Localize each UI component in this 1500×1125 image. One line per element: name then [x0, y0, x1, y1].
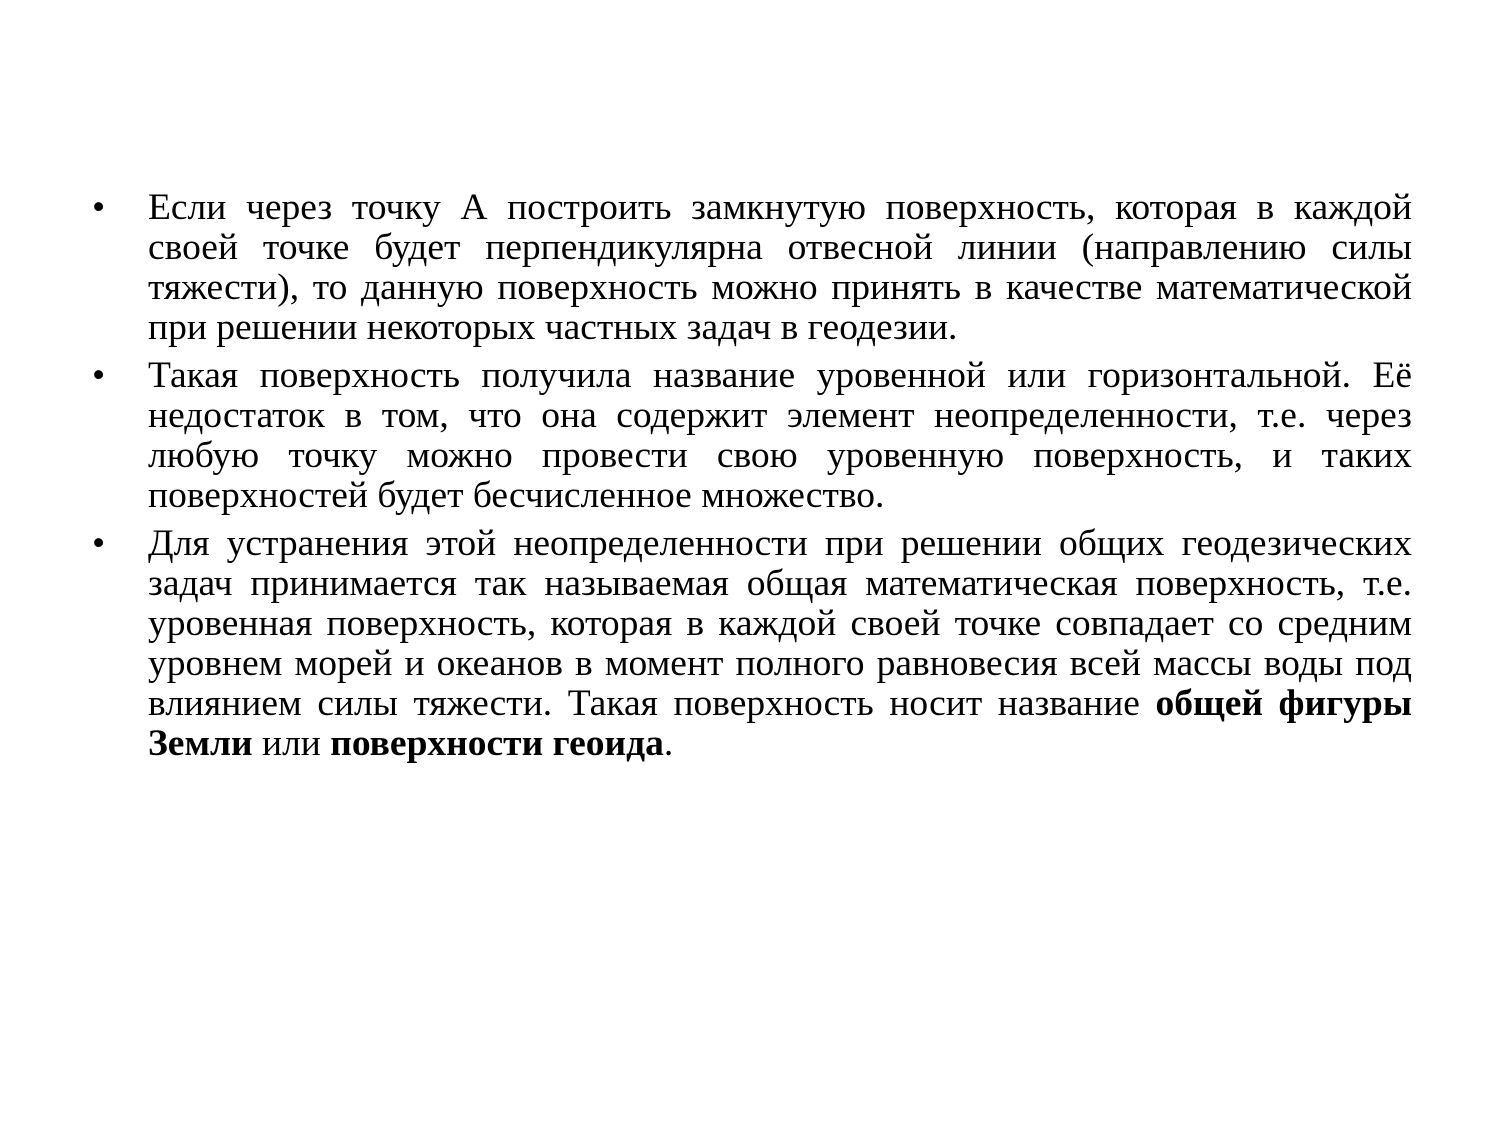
bold-term-figure-of-earth: общей фигуры Земли [148, 683, 1412, 764]
bullet-text-after: . [663, 723, 674, 764]
bullet-item-3 [88, 524, 1412, 764]
bullet-text: Такая поверхность получила название уровенной или горизонтальной. Её недостаток в том, что она содержит элемент неопределенности, т.е. через любую точку можно провести свою уровенную поверхность, и таких поверхностей будет бесчисленное множество. [148, 355, 1412, 516]
bullet-marker: • [92, 187, 106, 228]
bullet-marker: • [92, 355, 106, 396]
bullet-item-2 [88, 356, 1412, 516]
bullet-marker: • [92, 523, 106, 564]
bullet-text-before: Для устранения этой неопределенности при решении общих геодезических задач принимается так называемая общая математическая поверхность, т.е. уровенная поверхность, которая в каждой своей точке совпадает со средним уровнем морей и океанов в момент полного равновесия всей массы воды под влиянием силы тяжести. Такая поверхность носит название [148, 523, 1412, 724]
bold-term-geoid-surface: поверхности геоида [330, 723, 664, 764]
bullet-text-middle: или [252, 723, 331, 764]
bullet-item-1 [88, 188, 1412, 348]
bullet-text: Если через точку А построить замкнутую поверхность, которая в каждой своей точке будет перпендикулярна отвесной линии (направлению силы тяжести), то данную поверхность можно принять в качестве математической при решении некоторых частных задач в геодезии. [148, 187, 1412, 348]
bullet-list [88, 188, 1412, 772]
